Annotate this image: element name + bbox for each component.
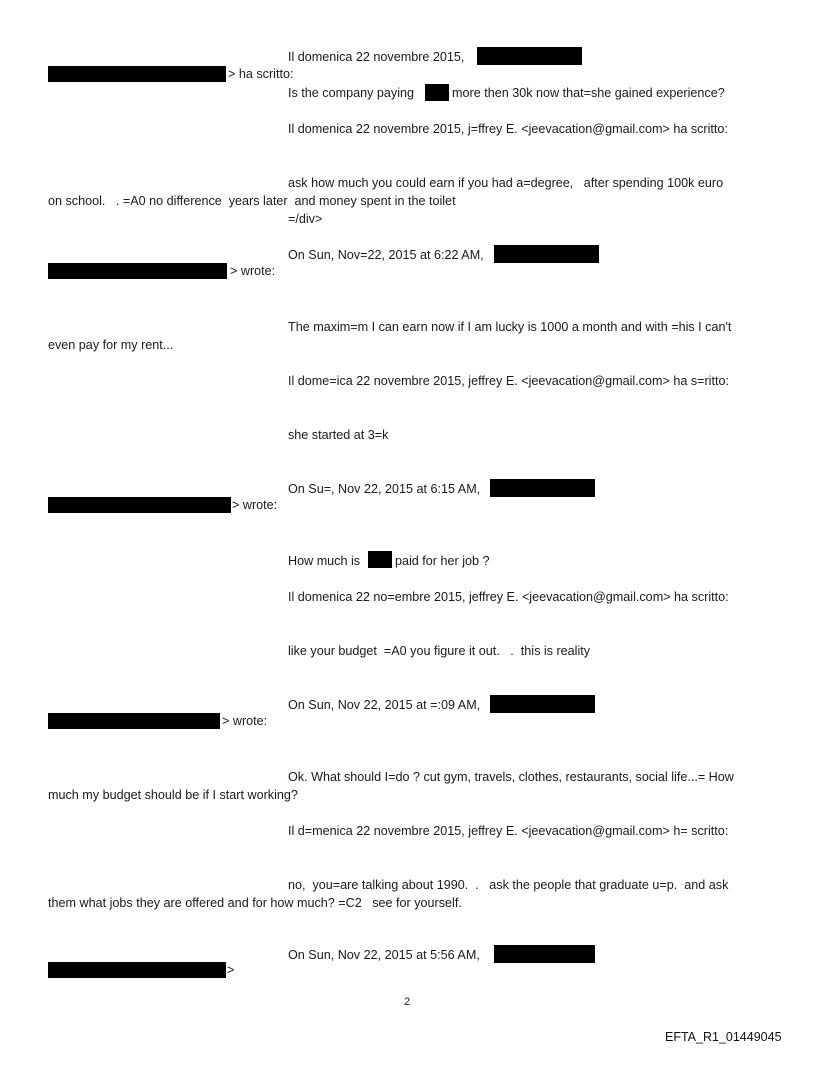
redaction-box — [48, 497, 231, 513]
email-header-line: On Sun, Nov=22, 2015 at 6:22 AM, — [288, 248, 484, 262]
email-line: How much is — [288, 554, 361, 568]
email-line: even pay for my rent... — [48, 338, 174, 352]
email-line: on school. . =A0 no difference years later and money spent in the toilet — [48, 194, 456, 208]
email-line: Il domenica 22 novembre 2015, — [288, 50, 465, 64]
redaction-box — [48, 263, 227, 279]
email-line: no, you=are talking about 1990. . ask the people that graduate u=p. and ask — [288, 878, 729, 892]
redaction-box — [494, 945, 595, 963]
email-line: ask how much you could earn if you had a=degree, after spending 100k euro — [288, 176, 724, 190]
redaction-box — [48, 713, 220, 729]
email-line: much my budget should be if I start working? — [48, 788, 298, 802]
email-line: Ok. What should I=do ? cut gym, travels, clothes, restaurants, social life...= How — [288, 770, 734, 784]
email-line: > wrote: — [222, 714, 268, 728]
bates-number: EFTA_R1_01449045 — [665, 1030, 782, 1044]
redaction-box — [490, 479, 595, 497]
redaction-box — [477, 47, 582, 65]
email-line: The maxim=m I can earn now if I am lucky is 1000 a month and with =his I can't — [288, 320, 732, 334]
email-line: > wrote: — [232, 498, 278, 512]
email-line: Is the company paying — [288, 86, 415, 100]
email-line: =/div> — [288, 212, 323, 226]
email-line: > wrote: — [230, 264, 276, 278]
email-header-line: Il dome=ica 22 novembre 2015, jeffrey E. <jeevacation@gmail.com> ha s=ritto: — [288, 374, 729, 388]
email-header-line: Il domenica 22 no=embre 2015, jeffrey E. <jeevacation@gmail.com> ha scritto: — [288, 590, 729, 604]
email-header-line: On Sun, Nov 22, 2015 at 5:56 AM, — [288, 948, 480, 962]
redaction-box — [494, 245, 599, 263]
email-line: she started at 3=k — [288, 428, 389, 442]
email-header-line: On Sun, Nov 22, 2015 at =:09 AM, — [288, 698, 481, 712]
email-line: > — [227, 963, 235, 977]
page-number: 2 — [404, 996, 411, 1008]
email-line: like your budget =A0 you figure it out. . this is reality — [288, 644, 591, 658]
redaction-box — [368, 551, 392, 568]
email-header-line: Il d=menica 22 novembre 2015, jeffrey E. <jeevacation@gmail.com> h= scritto: — [288, 824, 729, 838]
email-header-line: Il domenica 22 novembre 2015, j=ffrey E. <jeevacation@gmail.com> ha scritto: — [288, 122, 728, 136]
redaction-box — [48, 66, 226, 82]
redaction-box — [490, 695, 595, 713]
email-line: paid for her job ? — [395, 554, 490, 568]
redaction-box — [48, 962, 226, 978]
redaction-box — [425, 84, 449, 101]
email-line: them what jobs they are offered and for how much? =C2 see for yourself. — [48, 896, 462, 910]
email-header-line: On Su=, Nov 22, 2015 at 6:15 AM, — [288, 482, 481, 496]
email-line: more then 30k now that=she gained experience? — [452, 86, 725, 100]
email-line: > ha scritto: — [228, 67, 294, 81]
